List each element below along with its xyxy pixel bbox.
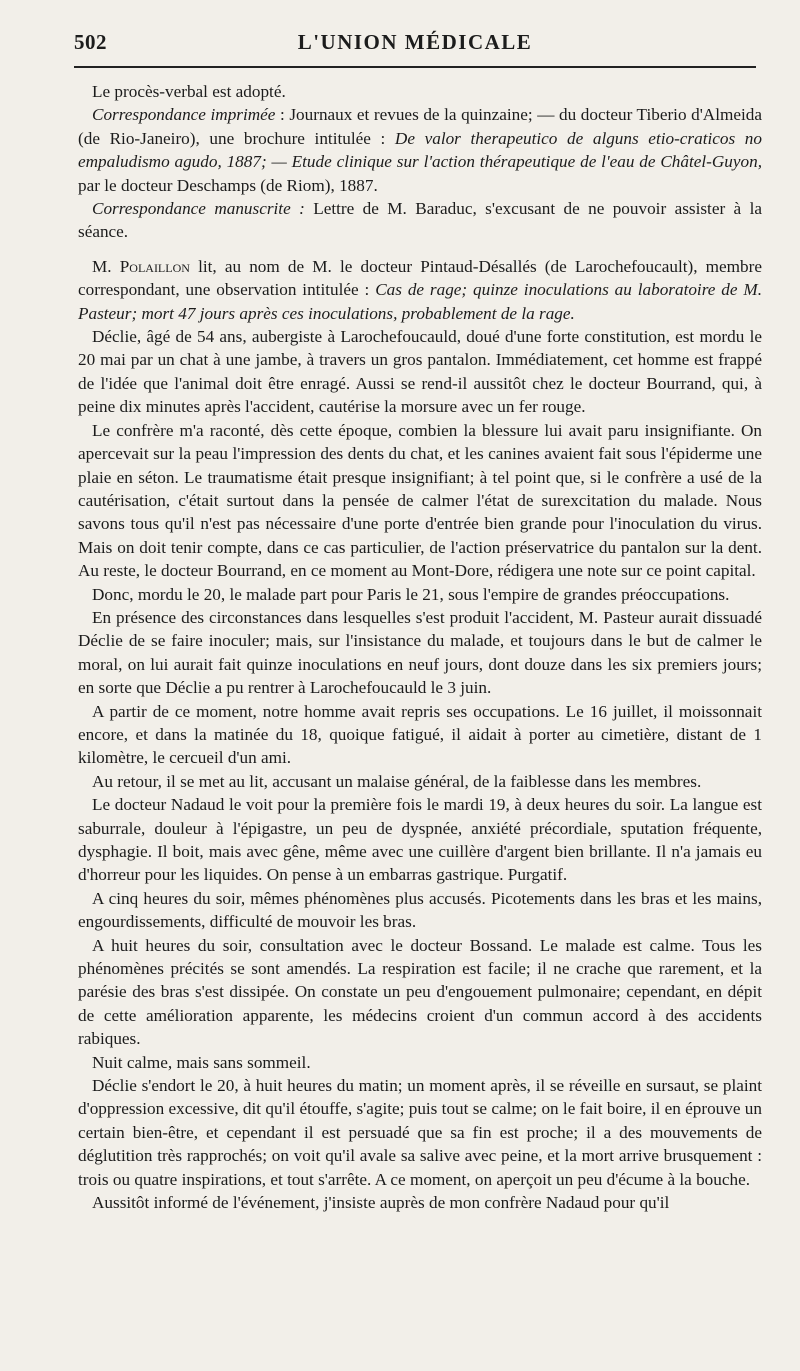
- header-rule: [74, 66, 756, 68]
- page-number: 502: [74, 30, 107, 54]
- paragraph-printed-correspondence: [78, 103, 762, 197]
- section-gap: [78, 244, 762, 255]
- paragraph-case-history: Déclie, âgé de 54 ans, aubergiste à Larochefoucauld, doué d'une forte constitution, est mordu le 20 mai par un chat à une jambe, à travers un gros pantalon. Immédiatement, cet homme est frappé de l'idée que l'animal doit être enragé. Aussi se rend-il aussitôt chez le docteur Bourrand, qui, à peine dix minutes après l'accident, cautérise la morsure avec un fer rouge.: [78, 327, 762, 417]
- paragraph-text: Lettre de M. Baraduc, s'excusant de ne pouvoir assister à la séance.: [78, 199, 762, 242]
- paragraph-resumed-occupations: A partir de ce moment, notre homme avait repris ses occupations. Le 16 juillet, il moissonnait encore, et dans la matinée du 18, quoique fatigué, il aidait à porter au cimetière, distant de 1 kilomètre, le cercueil d'un ami.: [78, 701, 762, 768]
- brochure-titles: De valor therapeutico de alguns etio-craticos no empaludismo agudo, 1887; — Etude clinique sur l'action thérapeutique de l'eau de Châtel-Guyon,: [78, 128, 762, 172]
- paragraph-consultation: A huit heures du soir, consultation avec le docteur Bossand. Le malade est calme. Tous les phénomènes précités se sont amendés. La respiration est facile; il ne crache que rarement, et la parésie des bras s'est dissipée. On constate un peu d'engouement pulmonaire; cependant, en dépit de cette amélioration apparente, les médecins croient d'un commun accord à des accidents rabiques.: [78, 935, 762, 1049]
- name-prefix: M.: [92, 256, 120, 276]
- paragraph-minutes-adopted: [78, 80, 762, 103]
- paragraph-pasteur-inoculations: En présence des circonstances dans lesquelles s'est produit l'accident, M. Pasteur aurait dissuadé Déclie de se faire inoculer; mais, sur l'insistance du malade, et toujours dans le but de calmer le moral, on lui aurait fait quinze inoculations en neuf jours, dont douze dans les six premiers jours; en sorte que Déclie a pu rentrer à Larochefoucauld le 3 juin.: [78, 607, 762, 698]
- paragraph-calm-night: Nuit calme, mais sans sommeil.: [92, 1052, 311, 1072]
- article-body: [78, 80, 762, 1215]
- paragraph-informed: Aussitôt informé de l'événement, j'insiste auprès de mon confrère Nadaud pour qu'il: [92, 1193, 670, 1213]
- manuscript-correspondence-label: Correspondance manuscrite :: [92, 199, 305, 219]
- paragraph-return-illness: Au retour, il se met au lit, accusant un malaise général, de la faiblesse dans les membres.: [92, 771, 702, 791]
- paragraph-text: Le procès-verbal est adopté.: [92, 82, 286, 101]
- observation-title: Cas de rage; quinze inoculations au laboratoire de M. Pasteur; mort 47 jours après ces inoculations, probablement de la rage.: [78, 280, 762, 323]
- paragraph-first-visit: Le docteur Nadaud le voit pour la première fois le mardi 19, à deux heures du soir. La langue est saburrale, douleur à l'épigastre, un peu de dyspnée, anxiété précordiale, sputation fréquente, dysphagie. Il boit, mais avec gêne, même avec une cuillère d'argent bien brillante. Il n'a jamais eu d'horreur pour les liquides. On pense à un embarras gastrique. Purgatif.: [78, 795, 762, 885]
- paragraph-text: par le docteur Deschamps (de Riom), 1887.: [78, 175, 378, 195]
- paragraph-wound-description: Le confrère m'a raconté, dès cette époque, combien la blessure lui avait paru insignifiante. On apercevait sur la peau l'impression des dents du chat, et les canines avaient fait sous l'épiderme une plaie en séton. Le traumatisme était presque insignifiant; à tel point que, si le confrère a usé de la cautérisation, c'était surtout dans la pensée de calmer l'état de surexcitation du malade. Nous savons tous qu'il n'est pas nécessaire d'une porte d'entrée bien grande pour l'inoculation du virus. Mais on doit tenir compte, dans ce cas particulier, de l'action préservatrice du pantalon sur la dent. Au reste, le docteur Bourrand, en ce moment au Mont-Dore, rédigera une note sur ce point capital.: [78, 420, 762, 581]
- printed-correspondence-label: Correspondance imprimée: [92, 105, 276, 125]
- journal-title: L'UNION MÉDICALE: [297, 30, 533, 54]
- page-header: [74, 28, 756, 64]
- paragraph-text: : Journaux et revues de la quinzaine; — du docteur Tiberio d'Almeida (de Rio-Janeiro), une brochure intitulée :: [78, 105, 762, 148]
- paragraph-polaillon-reading: [78, 255, 762, 325]
- paragraph-five-pm: A cinq heures du soir, mêmes phénomènes plus accusés. Picotements dans les bras et les mains, engourdissements, difficulté de mouvoir les bras.: [78, 888, 762, 932]
- author-name: Polaillon: [119, 256, 190, 276]
- paragraph-departure-paris: Donc, mordu le 20, le malade part pour Paris le 21, sous l'empire de grandes préoccupations.: [92, 584, 730, 604]
- paragraph-text: lit, au nom de M. le docteur Pintaud-Désallés (de Larochefoucault), membre correspondant, une observation intitulée :: [78, 256, 762, 300]
- paragraph-death: Déclie s'endort le 20, à huit heures du matin; un moment après, il se réveille en sursaut, se plaint d'oppression excessive, dit qu'il étouffe, s'agite; puis tout se calme; on le fait boire, il en éprouve un certain bien-être, et cependant il est persuadé que sa fin est proche; il a des mouvements de déglutition très rapprochés; on voit qu'il avale sa salive avec peine, et la mort arrive brusquement : trois ou quatre inspirations, et tout s'arrête. A ce moment, on aperçoit un peu d'écume à la bouche.: [78, 1076, 762, 1189]
- paragraph-manuscript-correspondence: [78, 197, 762, 244]
